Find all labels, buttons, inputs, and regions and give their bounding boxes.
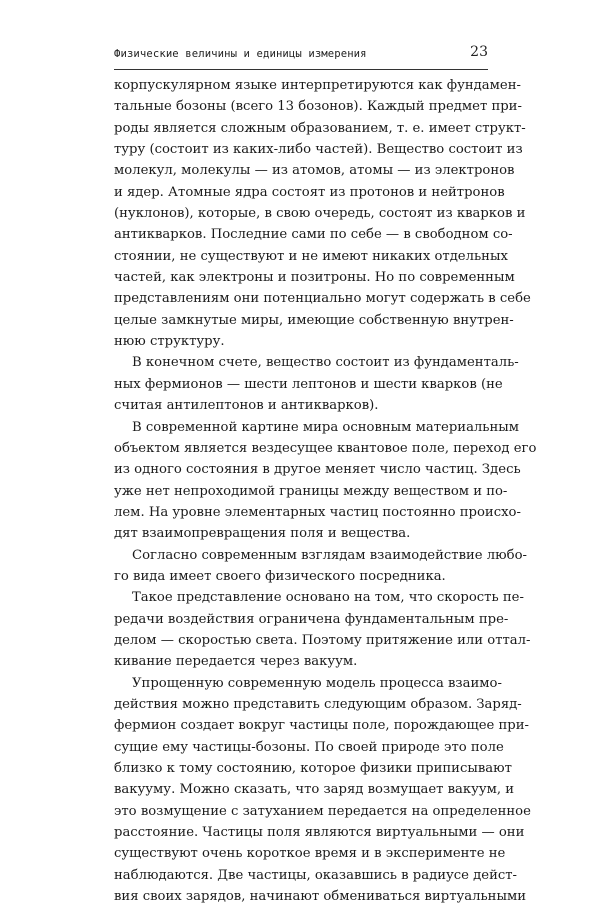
- paragraph: [114, 75, 531, 352]
- header-rule: [114, 69, 488, 70]
- text-line: Такое представление основано на том, что скорость пе-: [132, 590, 524, 606]
- text-line: В современной картине мира основным материальным: [132, 419, 520, 435]
- text-line: лем. На уровне элементарных частиц постоянно происхо-: [114, 504, 521, 520]
- text-line: вакууму. Можно сказать, что заряд возмущает вакуум, и: [114, 782, 515, 798]
- paragraph: [114, 545, 527, 588]
- text-line: это возмущение с затуханием передается на определенное: [114, 803, 531, 819]
- text-line: нюю структуру.: [114, 334, 225, 350]
- text-line: уже нет непроходимой границы между веществом и по-: [114, 483, 508, 499]
- text-line: сущие ему частицы-бозоны. По своей природе это поле: [114, 739, 504, 755]
- text-line: корпускулярном языке интерпретируются как фундамен-: [114, 78, 521, 93]
- text-line: вия своих зарядов, начинают обмениваться виртуальными: [114, 889, 526, 905]
- text-line: объектом является вездесущее квантовое поле, переход его: [114, 440, 537, 456]
- text-line: тальные бозоны (всего 13 бозонов). Каждый предмет при-: [114, 99, 522, 115]
- body-text: [114, 75, 537, 907]
- text-line: дят взаимопревращения поля и вещества.: [114, 526, 411, 542]
- text-line: наблюдаются. Две частицы, оказавшись в радиусе дейст-: [114, 867, 518, 883]
- text-line: действия можно представить следующим образом. Заряд-: [114, 696, 522, 712]
- text-line: молекул, молекулы — из атомов, атомы — из электронов: [114, 163, 515, 179]
- text-line: целые замкнутые миры, имеющие собственную внутрен-: [114, 312, 514, 328]
- paragraph: [114, 417, 537, 545]
- paragraph: [114, 587, 531, 672]
- text-line: и ядер. Атомные ядра состоят из протонов и нейтронов: [114, 184, 505, 200]
- text-line: существуют очень короткое время и в эксперименте не: [114, 846, 506, 862]
- paragraph: [114, 673, 531, 907]
- text-line: туру (состоит из каких-либо частей). Вещество состоит из: [114, 142, 523, 158]
- text-line: антикварков. Последние сами по себе — в свободном со-: [114, 227, 513, 243]
- text-line: фермион создает вокруг частицы поле, порождающее при-: [114, 718, 529, 734]
- text-line: Согласно современным взглядам взаимодействие любо-: [132, 547, 527, 563]
- text-line: представлениям они потенциально могут содержать в себе: [114, 291, 531, 307]
- text-line: В конечном счете, вещество состоит из фундаменталь-: [132, 355, 519, 371]
- text-line: расстояние. Частицы поля являются виртуальными — они: [114, 825, 525, 841]
- text-line: из одного состояния в другое меняет число частиц. Здесь: [114, 462, 521, 478]
- text-line: роды является сложным образованием, т. е. имеет структ-: [114, 120, 526, 136]
- text-line: считая антилептонов и антикварков).: [114, 398, 379, 414]
- text-line: кивание передается через вакуум.: [114, 654, 358, 670]
- page-number: 23: [470, 44, 488, 60]
- running-head: [114, 44, 488, 66]
- text-line: редачи воздействия ограничена фундаментальным пре-: [114, 611, 509, 627]
- paragraph: [114, 352, 519, 416]
- text-line: стоянии, не существуют и не имеют никаких отдельных: [114, 248, 508, 264]
- text-line: близко к тому состоянию, которое физики приписывают: [114, 761, 512, 776]
- text-line: частей, как электроны и позитроны. Но по современным: [114, 270, 515, 286]
- text-line: ных фермионов — шести лептонов и шести кварков (не: [114, 376, 503, 392]
- running-title: Физические величины и единицы измерения: [114, 48, 367, 60]
- text-line: (нуклонов), которые, в свою очередь, состоят из кварков и: [114, 206, 526, 222]
- text-line: делом — скоростью света. Поэтому притяжение или оттал-: [114, 632, 531, 648]
- text-line: Упрощенную современную модель процесса взаимо-: [132, 675, 502, 691]
- text-line: го вида имеет своего физического посредника.: [114, 568, 446, 584]
